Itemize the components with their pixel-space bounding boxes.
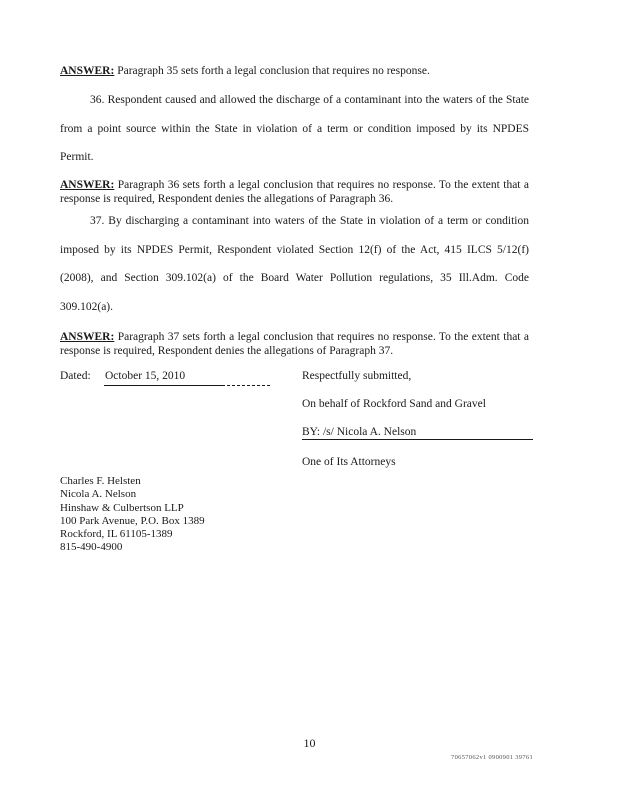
- date-underline: [104, 385, 222, 386]
- answer-37-label: ANSWER:: [60, 331, 115, 343]
- answer-37: [60, 330, 529, 358]
- on-behalf-line: On behalf of Rockford Sand and Gravel: [302, 398, 486, 410]
- address-line: 100 Park Avenue, P.O. Box 1389: [60, 514, 205, 527]
- answer-35-label: ANSWER:: [60, 65, 115, 77]
- answer-36-label: ANSWER:: [60, 179, 115, 191]
- signature-by-line: BY: /s/ Nicola A. Nelson: [302, 426, 417, 438]
- answer-35-text: Paragraph 35 sets forth a legal conclusion that requires no response.: [114, 65, 430, 77]
- address-line: Rockford, IL 61105-1389: [60, 528, 173, 541]
- signature-underline: [302, 439, 533, 440]
- address-line: Hinshaw & Culbertson LLP: [60, 501, 184, 514]
- address-line: Charles F. Helsten: [60, 475, 141, 487]
- answer-36-text: Paragraph 36 sets forth a legal conclusion that requires no response. To the extent that a response is required, Respondent denies the allegations of Paragraph 36.: [60, 179, 529, 205]
- dated-value: October 15, 2010: [105, 370, 186, 382]
- one-of-its-attorneys: One of Its Attorneys: [302, 456, 396, 468]
- answer-35: [60, 64, 529, 78]
- counsel-address: [60, 475, 205, 555]
- page-number: 10: [303, 736, 316, 750]
- document-id: 70657062v1 0900901 39761: [451, 754, 533, 761]
- date-underline-dashed: [222, 385, 270, 386]
- answer-37-text: Paragraph 37 sets forth a legal conclusion that requires no response. To the extent that a response is required, Respondent denies the allegations of Paragraph 37.: [60, 331, 529, 357]
- address-line: Nicola A. Nelson: [60, 488, 137, 501]
- answer-36: [60, 178, 529, 206]
- respectfully-submitted: Respectfully submitted,: [302, 370, 412, 382]
- paragraph-37: 37. By discharging a contaminant into waters of the State in violation of a term or condition imposed by its NPDES Permit, Respondent violated Section 12(f) of the Act, 415 ILCS 5/12(f) (2008), and Section 309.102(a) of the Board Water Pollution regulations, 35 Ill.Adm. Code 309.102(a).: [60, 215, 529, 313]
- address-line: 815-490-4900: [60, 541, 123, 554]
- dated-label: Dated:: [60, 370, 91, 382]
- paragraph-36: 36. Respondent caused and allowed the discharge of a contaminant into the waters of the State from a point source within the State in violation of a term or condition imposed by its NPDES Permit.: [60, 94, 529, 163]
